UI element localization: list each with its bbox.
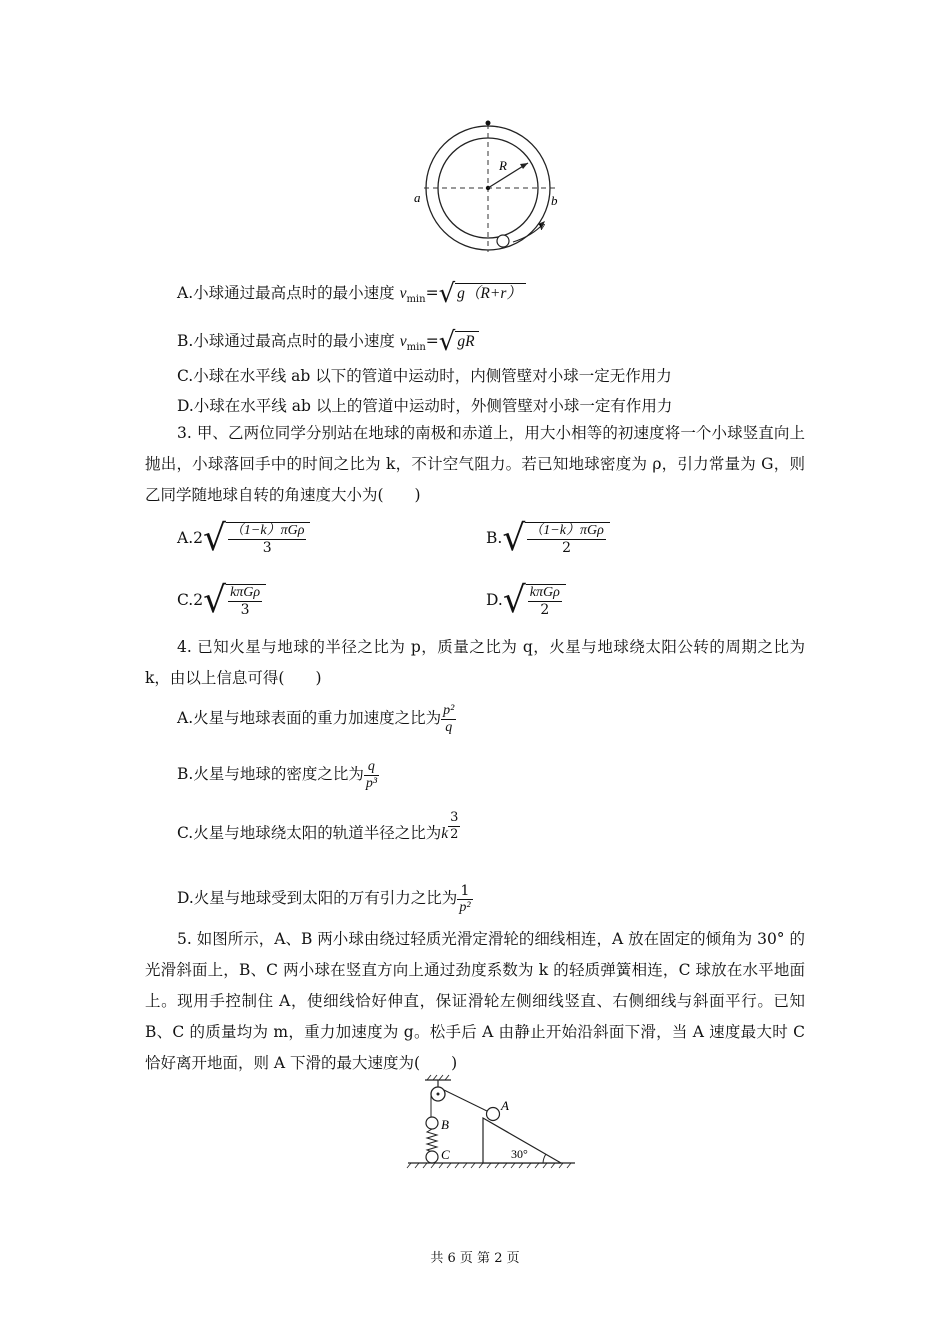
label-C: C [441, 1147, 450, 1162]
q3-a-prefix: A.2 [177, 529, 203, 547]
q3-b-den: 2 [562, 540, 571, 556]
q3-b-prefix: B. [486, 529, 503, 547]
sqrt-symbol-icon: √ [502, 518, 526, 559]
q3-d-den: 2 [540, 602, 550, 618]
q3-c-prefix: C.2 [177, 591, 204, 609]
circular-tube-diagram [410, 118, 570, 258]
q2-option-b-eq: = [425, 332, 439, 350]
q2-option-a-text: A.小球通过最高点时的最小速度 [177, 284, 395, 302]
spring [427, 1129, 437, 1152]
q3-a-fraction [226, 522, 311, 556]
q4-a-text: A.火星与地球表面的重力加速度之比为 [177, 709, 442, 727]
ball [497, 235, 509, 247]
radius-arrowhead [520, 163, 528, 169]
q3-option-a [177, 518, 310, 559]
q3-b-fraction [525, 522, 610, 556]
q3-a-num: （1−k）πGρ [229, 523, 305, 538]
sqrt-symbol-icon: √ [202, 518, 226, 559]
q3-a-den: 3 [262, 540, 272, 556]
sqrt-symbol-icon: √ [438, 327, 456, 357]
q3-d-num: kπGρ [529, 585, 560, 600]
q4-c-exponent [448, 810, 460, 843]
q3-d-fraction [526, 584, 566, 618]
label-B: B [441, 1117, 449, 1132]
q4-b-fraction [364, 759, 379, 792]
q3-b-num: （1−k）πGρ [529, 523, 604, 538]
pulley-incline-diagram [405, 1074, 580, 1170]
q3-d-prefix: D. [486, 591, 503, 609]
q4-a-fraction [441, 703, 456, 736]
q4-c-exp-den: 2 [450, 827, 459, 842]
q2-option-b-sub: min [406, 342, 426, 354]
label-v: v [539, 218, 545, 233]
q4-option-b [177, 756, 379, 792]
q2-option-d: D.小球在水平线 ab 以上的管道中运动时，外侧管壁对小球一定有作用力 [177, 397, 673, 415]
q3-option-c [177, 580, 266, 621]
ball-A [487, 1108, 500, 1121]
ground-hatch [407, 1163, 571, 1168]
sqrt-symbol-icon: √ [438, 279, 456, 309]
q4-c-exp-num: 3 [450, 810, 459, 825]
label-A: A [501, 1098, 509, 1113]
q2-option-a-sub: min [406, 294, 426, 306]
q3-stem [145, 418, 805, 511]
q2-option-b-text: B.小球通过最高点时的最小速度 [177, 332, 395, 350]
q4-option-d [177, 880, 473, 916]
q4-d-fraction [457, 883, 472, 916]
top-point [486, 121, 491, 126]
q2-option-a [177, 279, 526, 310]
q3-stem-text: 3. 甲、乙两位同学分别站在地球的南极和赤道上，用大小相等的初速度将一个小球竖直向上抛出，小球落回手中的时间之比为 k，不计空气阻力。若已知地球密度为 ρ，引力常量为 G，则乙同学随地球自转的角速度大小为( ) [145, 424, 805, 504]
page-footer: 共 6 页 第 2 页 [430, 1251, 520, 1266]
q4-option-c [177, 810, 460, 857]
q2-option-a-var: v [399, 285, 407, 302]
sqrt-symbol-icon: √ [502, 580, 526, 621]
label-a: a [414, 190, 421, 205]
q3-option-b [486, 518, 610, 559]
q3-c-fraction [226, 584, 266, 618]
q5-stem [145, 924, 805, 1079]
q4-b-num: q [364, 759, 379, 776]
ball-B [426, 1117, 438, 1129]
q3-c-den: 3 [240, 602, 250, 618]
pulley-axle [437, 1093, 440, 1096]
q4-d-den: p² [459, 899, 471, 915]
q4-stem-text: 4. 已知火星与地球的半径之比为 p，质量之比为 q，火星与地球绕太阳公转的周期之比为 k，由以上信息可得( ) [145, 638, 805, 687]
q2-option-b-var: v [399, 333, 407, 350]
ceiling-hatch [427, 1075, 449, 1080]
q3-c-num: kπGρ [230, 585, 261, 600]
q2-option-c: C.小球在水平线 ab 以下的管道中运动时，内侧管壁对小球一定无作用力 [177, 367, 672, 385]
q4-c-text: C.火星与地球绕太阳的轨道半径之比为 [177, 824, 442, 842]
q4-d-text: D.火星与地球受到太阳的万有引力之比为 [177, 889, 458, 907]
q3-option-d [486, 580, 566, 621]
q2-option-b-radicand: gR [455, 331, 478, 352]
q4-a-den: q [445, 719, 453, 735]
q4-b-text: B.火星与地球的密度之比为 [177, 765, 364, 783]
label-b: b [551, 193, 558, 208]
q4-b-den: p³ [365, 775, 378, 791]
q4-option-a [177, 700, 456, 736]
right-string [444, 1090, 489, 1112]
q4-c-base: k [441, 825, 449, 842]
q4-d-num: 1 [457, 883, 472, 900]
sqrt-symbol-icon: √ [203, 580, 227, 621]
ball-C [426, 1151, 438, 1163]
q2-option-a-eq: = [425, 284, 439, 302]
q2-option-a-radicand: g（R+r） [455, 283, 526, 304]
q5-stem-text: 5. 如图所示，A、B 两小球由绕过轻质光滑定滑轮的细线相连，A 放在固定的倾角为 30° 的光滑斜面上，B、C 两小球在竖直方向上通过劲度系数为 k 的轻质弹簧相连，C 球放在水平地面上。现用手控制住 A，使细线恰好伸直，保证滑轮左侧细线竖直、右侧细线与斜面平行。已知 B、C 的质量均为 m，重力加速度为 g。松手后 A 由静止开始沿斜面下滑，当 A 速度最大时 C 恰好离开地面，则 A 下滑的最大速度为( ) [145, 930, 805, 1072]
label-R: R [499, 158, 507, 173]
q4-stem [145, 632, 805, 694]
q4-a-num: p² [443, 702, 455, 718]
label-angle: 30° [511, 1147, 528, 1161]
q2-option-b [177, 327, 479, 358]
